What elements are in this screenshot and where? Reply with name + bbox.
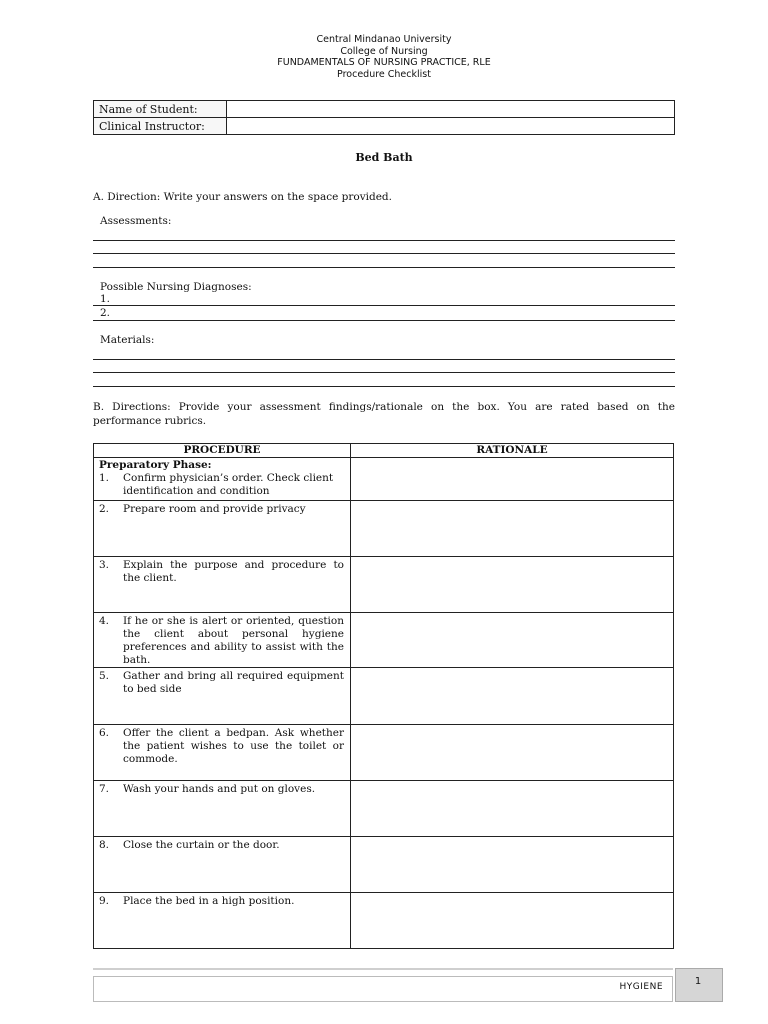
procedure-cell bbox=[94, 837, 351, 893]
procedure-cell bbox=[94, 557, 351, 613]
university-name: Central Mindanao University bbox=[316, 34, 452, 45]
diagnosis-line[interactable] bbox=[93, 305, 675, 306]
table-row bbox=[94, 893, 674, 949]
college-name: College of Nursing bbox=[340, 45, 428, 57]
step-number: 5. bbox=[99, 670, 110, 682]
direction-b: B. Directions: Provide your assessment findings/rationale on the box. You are rated based on the performance rubrics. bbox=[93, 401, 675, 427]
step-number: 3. bbox=[99, 559, 110, 571]
page-number: 1 bbox=[694, 976, 702, 987]
procedure-cell bbox=[94, 501, 351, 557]
step-number: 8. bbox=[99, 839, 110, 851]
direction-a: A. Direction: Write your answers on the space provided. bbox=[93, 191, 392, 203]
step-text: Prepare room and provide privacy bbox=[123, 503, 306, 515]
step-text: Gather and bring all required equipment to bed side bbox=[123, 670, 344, 695]
step-text: Confirm physician’s order. Check client identification and condition bbox=[123, 472, 334, 497]
step-number: 1. bbox=[99, 472, 110, 484]
footer-section-label: HYGIENE bbox=[619, 982, 663, 992]
table-row bbox=[94, 557, 674, 613]
diagnosis-number-1: 1. bbox=[100, 293, 111, 305]
course-title: FUNDAMENTALS OF NURSING PRACTICE, RLE bbox=[277, 57, 491, 68]
table-row bbox=[94, 458, 674, 501]
procedure-cell bbox=[94, 893, 351, 949]
document-type: Procedure Checklist bbox=[337, 68, 431, 80]
rationale-column-header: RATIONALE bbox=[351, 444, 674, 458]
assessment-line[interactable] bbox=[93, 267, 675, 268]
materials-line[interactable] bbox=[93, 359, 675, 360]
rationale-cell[interactable] bbox=[351, 668, 674, 725]
table-row bbox=[94, 837, 674, 893]
rationale-cell[interactable] bbox=[351, 893, 674, 949]
procedure-cell bbox=[94, 781, 351, 837]
footer-divider bbox=[93, 968, 673, 970]
step-text: Explain the purpose and procedure to the client. bbox=[123, 559, 344, 584]
step-number: 6. bbox=[99, 727, 110, 739]
assessments-label: Assessments: bbox=[100, 215, 172, 227]
preparatory-phase-heading: Preparatory Phase: bbox=[99, 459, 212, 471]
assessment-line[interactable] bbox=[93, 240, 675, 241]
step-number: 9. bbox=[99, 895, 110, 907]
clinical-instructor-label: Clinical Instructor: bbox=[94, 118, 227, 135]
procedure-table bbox=[93, 443, 674, 949]
student-name-label: Name of Student: bbox=[94, 101, 227, 118]
step-text: Close the curtain or the door. bbox=[123, 839, 280, 851]
clinical-instructor-field[interactable] bbox=[227, 118, 675, 135]
table-row bbox=[94, 781, 674, 837]
rationale-cell[interactable] bbox=[351, 837, 674, 893]
procedure-cell bbox=[94, 458, 351, 501]
table-row bbox=[94, 725, 674, 781]
step-number: 2. bbox=[99, 503, 110, 515]
step-number: 4. bbox=[99, 615, 110, 627]
document-header bbox=[0, 34, 768, 80]
step-text: Place the bed in a high position. bbox=[123, 895, 295, 907]
step-text: Wash your hands and put on gloves. bbox=[123, 783, 316, 795]
rationale-cell[interactable] bbox=[351, 458, 674, 501]
rationale-cell[interactable] bbox=[351, 725, 674, 781]
table-row bbox=[94, 501, 674, 557]
materials-line[interactable] bbox=[93, 372, 675, 373]
diagnosis-number-2: 2. bbox=[100, 307, 111, 319]
step-text: Offer the client a bedpan. Ask whether the patient wishes to use the toilet or commode. bbox=[123, 727, 344, 765]
rationale-cell[interactable] bbox=[351, 557, 674, 613]
materials-label: Materials: bbox=[100, 334, 155, 346]
rationale-cell[interactable] bbox=[351, 781, 674, 837]
student-info-table bbox=[93, 100, 675, 135]
procedure-cell bbox=[94, 668, 351, 725]
rationale-cell[interactable] bbox=[351, 501, 674, 557]
diagnoses-label: Possible Nursing Diagnoses: bbox=[100, 281, 252, 293]
procedure-column-header: PROCEDURE bbox=[94, 444, 351, 458]
step-text: If he or she is alert or oriented, question the client about personal hygiene preferences and ability to assist with the bath. bbox=[123, 615, 344, 666]
step-number: 7. bbox=[99, 783, 110, 795]
procedure-cell bbox=[94, 613, 351, 668]
page-title: Bed Bath bbox=[355, 151, 413, 164]
procedure-cell bbox=[94, 725, 351, 781]
diagnosis-line[interactable] bbox=[93, 320, 675, 321]
table-row bbox=[94, 668, 674, 725]
table-header-row bbox=[94, 444, 674, 458]
assessment-line[interactable] bbox=[93, 253, 675, 254]
materials-line[interactable] bbox=[93, 386, 675, 387]
table-row bbox=[94, 613, 674, 668]
rationale-cell[interactable] bbox=[351, 613, 674, 668]
student-name-field[interactable] bbox=[227, 101, 675, 118]
